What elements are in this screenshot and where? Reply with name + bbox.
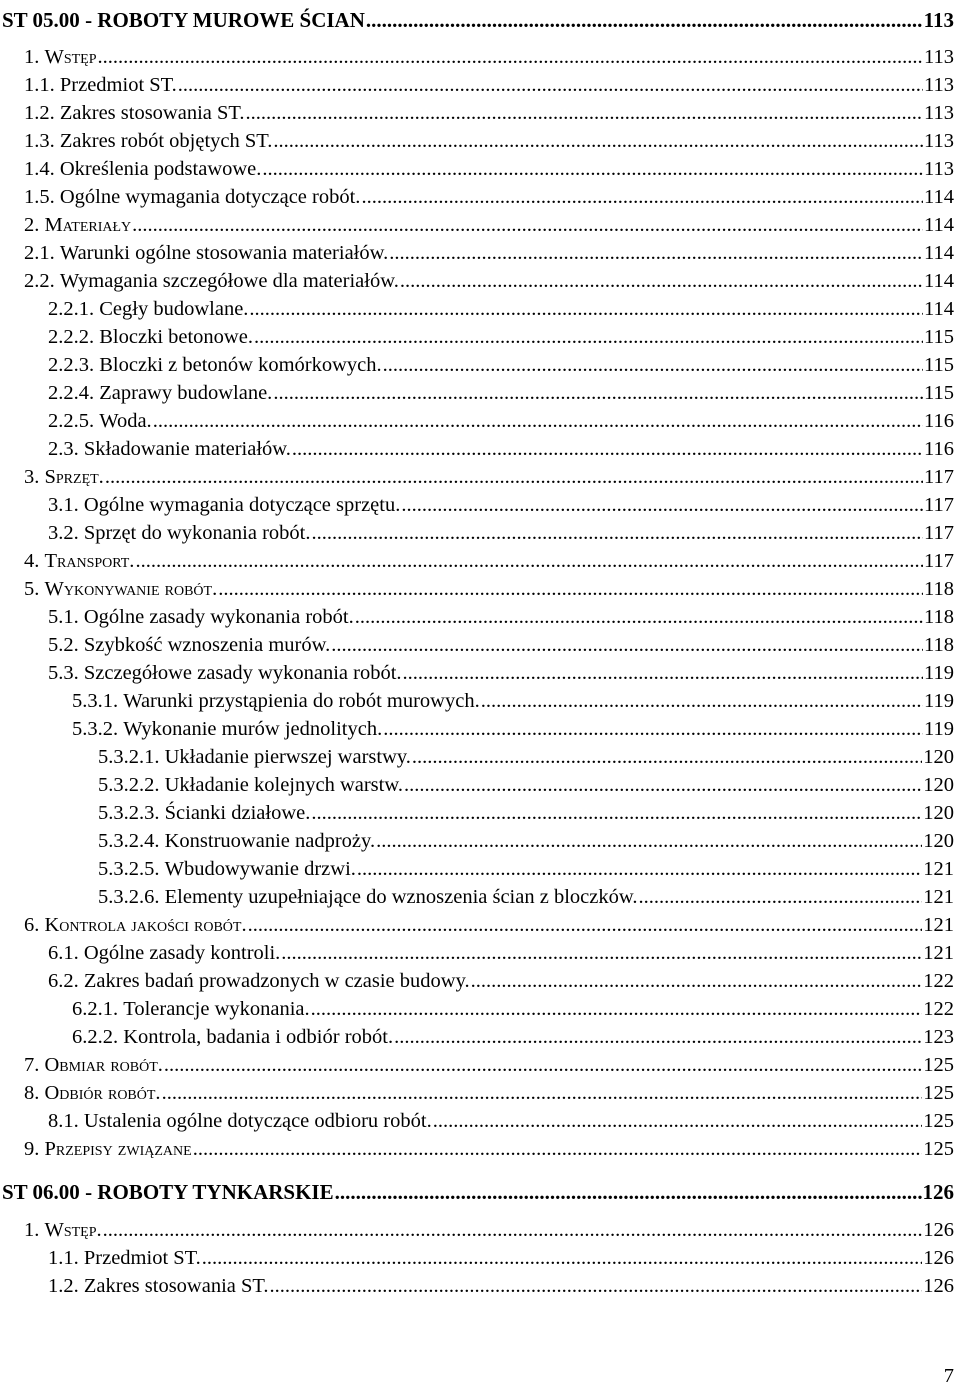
toc-entry-page: 115 xyxy=(924,354,954,376)
toc-entry-title: Transport. xyxy=(44,550,135,572)
dot-leader xyxy=(162,1081,923,1105)
toc-entry-page: 119 xyxy=(924,718,954,740)
toc-entry-number: 1. xyxy=(24,1219,40,1241)
dot-leader xyxy=(433,1109,923,1133)
page-number: 7 xyxy=(943,1365,954,1387)
toc-entry-number: 5.2. xyxy=(48,634,79,656)
dot-leader xyxy=(400,269,923,293)
toc-entry-number: 2.3. xyxy=(48,438,79,460)
toc-entry[interactable] xyxy=(98,745,954,769)
dot-leader xyxy=(389,241,923,265)
toc-entry[interactable] xyxy=(72,997,954,1021)
toc-entry-page: 126 xyxy=(923,1275,954,1297)
toc-entry-number: 5.3.2. xyxy=(72,718,119,740)
toc-entry-title: Materiały xyxy=(44,214,132,236)
dot-leader xyxy=(401,493,923,517)
toc-entry-number: 5. xyxy=(24,578,40,600)
toc-entry-title: Ogólne zasady kontroli. xyxy=(83,942,281,964)
toc-entry-page: 126 xyxy=(923,1219,954,1241)
dot-leader xyxy=(262,157,923,181)
toc-entry-page: 122 xyxy=(923,970,954,992)
dot-leader xyxy=(361,185,923,209)
toc-entry-page: 126 xyxy=(923,1247,954,1269)
toc-entry-number: 4. xyxy=(24,550,40,572)
toc-entry-page: 113 xyxy=(924,130,954,152)
toc-entry-number: 1.2. xyxy=(48,1275,79,1297)
toc-entry[interactable] xyxy=(24,577,954,601)
toc-entry[interactable] xyxy=(48,941,954,965)
toc-entry-page: 120 xyxy=(923,746,954,768)
toc-entry[interactable] xyxy=(24,1053,954,1077)
toc-entry-page: 117 xyxy=(924,550,954,572)
dot-leader xyxy=(412,745,922,769)
dot-leader xyxy=(394,1025,922,1049)
toc-entry-page: 114 xyxy=(924,298,954,320)
toc-entry[interactable] xyxy=(48,661,954,685)
dot-leader xyxy=(311,521,923,545)
toc-entry[interactable] xyxy=(24,45,954,69)
dot-leader xyxy=(331,633,923,657)
dot-leader xyxy=(376,829,922,853)
toc-entry-number: 8.1. xyxy=(48,1110,79,1132)
toc-entry-number: 2.2.3. xyxy=(48,354,95,376)
toc-entry-page: 121 xyxy=(923,886,954,908)
toc-entry-title: Wykonanie murów jednolitych. xyxy=(123,718,383,740)
toc-entry[interactable] xyxy=(24,465,954,489)
toc-entry-title: Układanie kolejnych warstw. xyxy=(164,774,403,796)
toc-entry-page: 122 xyxy=(923,998,954,1020)
toc-entry-number: 3.1. xyxy=(48,494,79,516)
toc-entry-number: 3.2. xyxy=(48,522,79,544)
toc-entry-title: Cegły budowlane. xyxy=(99,298,249,320)
toc-entry-number: 1.4. xyxy=(24,158,55,180)
toc-entry-number: 2.2. xyxy=(24,270,55,292)
dot-leader xyxy=(153,409,923,433)
toc-entry-title: Zakres stosowania ST. xyxy=(83,1275,269,1297)
toc-entry-number: 6.2. xyxy=(48,970,79,992)
toc-entry-title: - ROBOTY MUROWE ŚCIAN xyxy=(85,8,365,32)
toc-entry-page: 117 xyxy=(924,522,954,544)
toc-entry[interactable] xyxy=(24,549,954,573)
toc-entry[interactable] xyxy=(48,1109,954,1133)
dot-leader xyxy=(357,857,922,881)
toc-entry[interactable] xyxy=(98,857,954,881)
toc-entry[interactable] xyxy=(24,129,954,153)
toc-entry-title: Sprzęt do wykonania robót. xyxy=(83,522,311,544)
toc-entry-page: 120 xyxy=(923,774,954,796)
dot-leader xyxy=(383,717,923,741)
toc-entry-number: 1.1. xyxy=(48,1247,79,1269)
toc-entry-title: Sprzęt. xyxy=(44,466,104,488)
toc-entry[interactable] xyxy=(48,521,954,545)
toc-entry-title: Zakres robót objętych ST. xyxy=(59,130,273,152)
dot-leader xyxy=(311,997,923,1021)
toc-entry-title: Ustalenia ogólne dotyczące odbioru robót. xyxy=(83,1110,432,1132)
toc-entry[interactable] xyxy=(98,885,954,909)
toc-entry-page: 113 xyxy=(924,102,954,124)
toc-entry-title: Wstęp. xyxy=(44,1219,102,1241)
dot-leader xyxy=(481,689,923,713)
toc-entry-number: ST 06.00 xyxy=(2,1180,80,1204)
toc-entry[interactable] xyxy=(72,689,954,713)
toc-entry-number: 6.2.2. xyxy=(72,1026,119,1048)
toc-entry-number: 8. xyxy=(24,1082,40,1104)
dot-leader xyxy=(281,941,922,965)
toc-entry-title: Ogólne wymagania dotyczące sprzętu. xyxy=(83,494,401,516)
toc-entry[interactable] xyxy=(48,493,954,517)
toc-entry-number: 1. xyxy=(24,46,40,68)
toc-entry[interactable] xyxy=(98,773,954,797)
toc-entry-title: Kontrola, badania i odbiór robót. xyxy=(123,1026,394,1048)
toc-entry[interactable] xyxy=(24,1218,954,1242)
toc-entry-page: 123 xyxy=(923,1026,954,1048)
toc-entry[interactable] xyxy=(24,157,954,181)
toc-entry-number: 5.3.2.2. xyxy=(98,774,160,796)
dot-leader xyxy=(292,437,923,461)
toc-entry-title: Przedmiot ST. xyxy=(83,1247,201,1269)
toc-entry-number: 1.5. xyxy=(24,186,55,208)
toc-entry-number: 2.2.4. xyxy=(48,382,95,404)
toc-entry-page: 117 xyxy=(924,466,954,488)
toc-entry-number: 5.3. xyxy=(48,662,79,684)
toc-entry[interactable] xyxy=(48,409,954,433)
dot-leader xyxy=(164,1053,922,1077)
toc-entry-page: 120 xyxy=(923,830,954,852)
toc-entry-title: Kontrola jakości robót. xyxy=(44,914,247,936)
dot-leader xyxy=(178,73,923,97)
toc-entry-title: Zaprawy budowlane. xyxy=(99,382,273,404)
toc-entry-title: Ogólne zasady wykonania robót. xyxy=(83,606,354,628)
toc-entry-title: Wymagania szczegółowe dla materiałów. xyxy=(59,270,399,292)
toc-entry-number: 2.1. xyxy=(24,242,55,264)
dot-leader xyxy=(98,45,923,69)
toc-entry-title: Szybkość wznoszenia murów. xyxy=(83,634,331,656)
toc-entry-title: Ogólne wymagania dotyczące robót. xyxy=(59,186,361,208)
toc-chapter-entry[interactable] xyxy=(2,1180,954,1204)
toc-entry[interactable] xyxy=(98,801,954,825)
toc-entry[interactable] xyxy=(24,1081,954,1105)
toc-entry-title: Szczegółowe zasady wykonania robót. xyxy=(83,662,402,684)
toc-entry-page: 125 xyxy=(923,1138,954,1160)
toc-entry-page: 126 xyxy=(922,1180,954,1204)
dot-leader xyxy=(193,1137,923,1161)
toc-entry-number: 2.2.1. xyxy=(48,298,95,320)
dot-leader xyxy=(254,325,923,349)
dot-leader xyxy=(202,1246,922,1270)
toc-entry-title: Warunki ogólne stosowania materiałów. xyxy=(59,242,389,264)
toc-entry-title: Warunki przystąpienia do robót murowych. xyxy=(123,690,480,712)
toc-entry-number: 5.3.2.4. xyxy=(98,830,160,852)
toc-entry[interactable] xyxy=(48,381,954,405)
toc-entry-page: 120 xyxy=(923,802,954,824)
toc-entry-title: Bloczki betonowe. xyxy=(99,326,253,348)
toc-entry[interactable] xyxy=(24,913,954,937)
toc-entry-number: 1.1. xyxy=(24,74,55,96)
toc-entry-page: 118 xyxy=(924,578,954,600)
toc-entry-page: 115 xyxy=(924,326,954,348)
toc-entry[interactable] xyxy=(48,633,954,657)
toc-entry-page: 118 xyxy=(924,634,954,656)
toc-entry-page: 113 xyxy=(924,46,954,68)
toc-entry-number: 5.3.1. xyxy=(72,690,119,712)
toc-entry-number: 5.3.2.1. xyxy=(98,746,160,768)
toc-entry-title: Tolerancje wykonania. xyxy=(123,998,310,1020)
toc-entry-number: 7. xyxy=(24,1054,40,1076)
dot-leader xyxy=(311,801,922,825)
dot-leader xyxy=(246,101,923,125)
toc-entry[interactable] xyxy=(48,605,954,629)
toc-entry-title: Bloczki z betonów komórkowych. xyxy=(99,354,382,376)
toc-entry-number: 6.2.1. xyxy=(72,998,119,1020)
toc-entry-number: 9. xyxy=(24,1138,40,1160)
toc-entry-title: Zakres badań prowadzonych w czasie budowy. xyxy=(83,970,470,992)
toc-entry-page: 125 xyxy=(923,1110,954,1132)
toc-entry-title: Określenia podstawowe. xyxy=(59,158,262,180)
toc-entry-page: 116 xyxy=(924,438,954,460)
toc-entry[interactable] xyxy=(48,297,954,321)
toc-entry-number: ST 05.00 xyxy=(2,8,80,32)
toc-entry[interactable] xyxy=(24,1137,954,1161)
toc-entry-title: Wbudowywanie drzwi. xyxy=(164,858,356,880)
dot-leader xyxy=(135,549,923,573)
dot-leader xyxy=(270,1274,923,1298)
toc-entry[interactable] xyxy=(48,969,954,993)
dot-leader xyxy=(273,381,923,405)
toc-entry-page: 116 xyxy=(924,410,954,432)
toc-entry-page: 121 xyxy=(923,914,954,936)
dot-leader xyxy=(471,969,923,993)
dot-leader xyxy=(366,8,923,32)
toc-entry[interactable] xyxy=(24,269,954,293)
toc-entry[interactable] xyxy=(24,185,954,209)
toc-entry-page: 119 xyxy=(924,690,954,712)
toc-entry[interactable] xyxy=(24,101,954,125)
toc-entry-page: 115 xyxy=(924,382,954,404)
dot-leader xyxy=(218,577,923,601)
dot-leader xyxy=(404,773,922,797)
toc-entry-title: Układanie pierwszej warstwy. xyxy=(164,746,411,768)
toc-entry[interactable] xyxy=(72,717,954,741)
toc-entry-page: 119 xyxy=(924,662,954,684)
toc-entry-page: 121 xyxy=(923,942,954,964)
toc-entry-title: Zakres stosowania ST. xyxy=(59,102,245,124)
toc-entry-number: 3. xyxy=(24,466,40,488)
toc-entry-page: 113 xyxy=(923,8,954,32)
toc-entry-number: 5.3.2.5. xyxy=(98,858,160,880)
toc-entry-number: 1.3. xyxy=(24,130,55,152)
toc-entry-title: Konstruowanie nadproży. xyxy=(164,830,376,852)
toc-entry[interactable] xyxy=(48,1274,954,1298)
toc-entry-title: Elementy uzupełniające do wznoszenia ścian z bloczków. xyxy=(164,886,638,908)
dot-leader xyxy=(273,129,923,153)
toc-entry-title: - ROBOTY TYNKARSKIE xyxy=(85,1180,334,1204)
toc-entry-title: Przedmiot ST. xyxy=(59,74,177,96)
toc-entry[interactable] xyxy=(98,829,954,853)
toc-entry[interactable] xyxy=(24,73,954,97)
dot-leader xyxy=(638,885,922,909)
toc-entry-number: 5.1. xyxy=(48,606,79,628)
dot-leader xyxy=(103,1218,923,1242)
toc-entry-number: 6. xyxy=(24,914,40,936)
toc-entry-page: 121 xyxy=(923,858,954,880)
toc-entry[interactable] xyxy=(48,325,954,349)
dot-leader xyxy=(248,913,923,937)
toc-entry-page: 118 xyxy=(924,606,954,628)
toc-entry-number: 2.2.2. xyxy=(48,326,95,348)
toc-entry-page: 114 xyxy=(924,186,954,208)
toc-entry[interactable] xyxy=(48,1246,954,1270)
toc-entry-page: 125 xyxy=(923,1054,954,1076)
toc-entry-page: 113 xyxy=(924,158,954,180)
toc-chapter-entry[interactable] xyxy=(2,8,954,32)
toc-entry[interactable] xyxy=(72,1025,954,1049)
toc-entry[interactable] xyxy=(24,241,954,265)
toc-entry[interactable] xyxy=(48,437,954,461)
dot-leader xyxy=(132,213,923,237)
dot-leader xyxy=(403,661,923,685)
dot-leader xyxy=(249,297,923,321)
toc-entry-number: 2. xyxy=(24,214,40,236)
dot-leader xyxy=(335,1180,922,1204)
toc-entry-number: 1.2. xyxy=(24,102,55,124)
dot-leader xyxy=(105,465,923,489)
toc-entry-number: 6.1. xyxy=(48,942,79,964)
toc-entry-page: 125 xyxy=(923,1082,954,1104)
toc-entry[interactable] xyxy=(48,353,954,377)
toc-entry-page: 114 xyxy=(924,214,954,236)
toc-entry-number: 5.3.2.3. xyxy=(98,802,160,824)
toc-entry[interactable] xyxy=(24,213,954,237)
toc-entry-page: 117 xyxy=(924,494,954,516)
dot-leader xyxy=(383,353,923,377)
toc-entry-title: Wstęp xyxy=(44,46,97,68)
toc-entry-title: Wykonywanie robót. xyxy=(44,578,218,600)
toc-entry-title: Przepisy związane xyxy=(44,1138,192,1160)
toc-entry-title: Składowanie materiałów. xyxy=(83,438,291,460)
toc-entry-title: Woda. xyxy=(99,410,152,432)
toc-entry-title: Odbiór robót. xyxy=(44,1082,161,1104)
toc-entry-page: 114 xyxy=(924,242,954,264)
toc-entry-number: 5.3.2.6. xyxy=(98,886,160,908)
toc-entry-page: 113 xyxy=(924,74,954,96)
toc-entry-title: Obmiar robót. xyxy=(44,1054,163,1076)
toc-entry-page: 114 xyxy=(924,270,954,292)
toc-entry-number: 2.2.5. xyxy=(48,410,95,432)
toc-entry-title: Ścianki działowe. xyxy=(164,802,311,824)
dot-leader xyxy=(355,605,923,629)
